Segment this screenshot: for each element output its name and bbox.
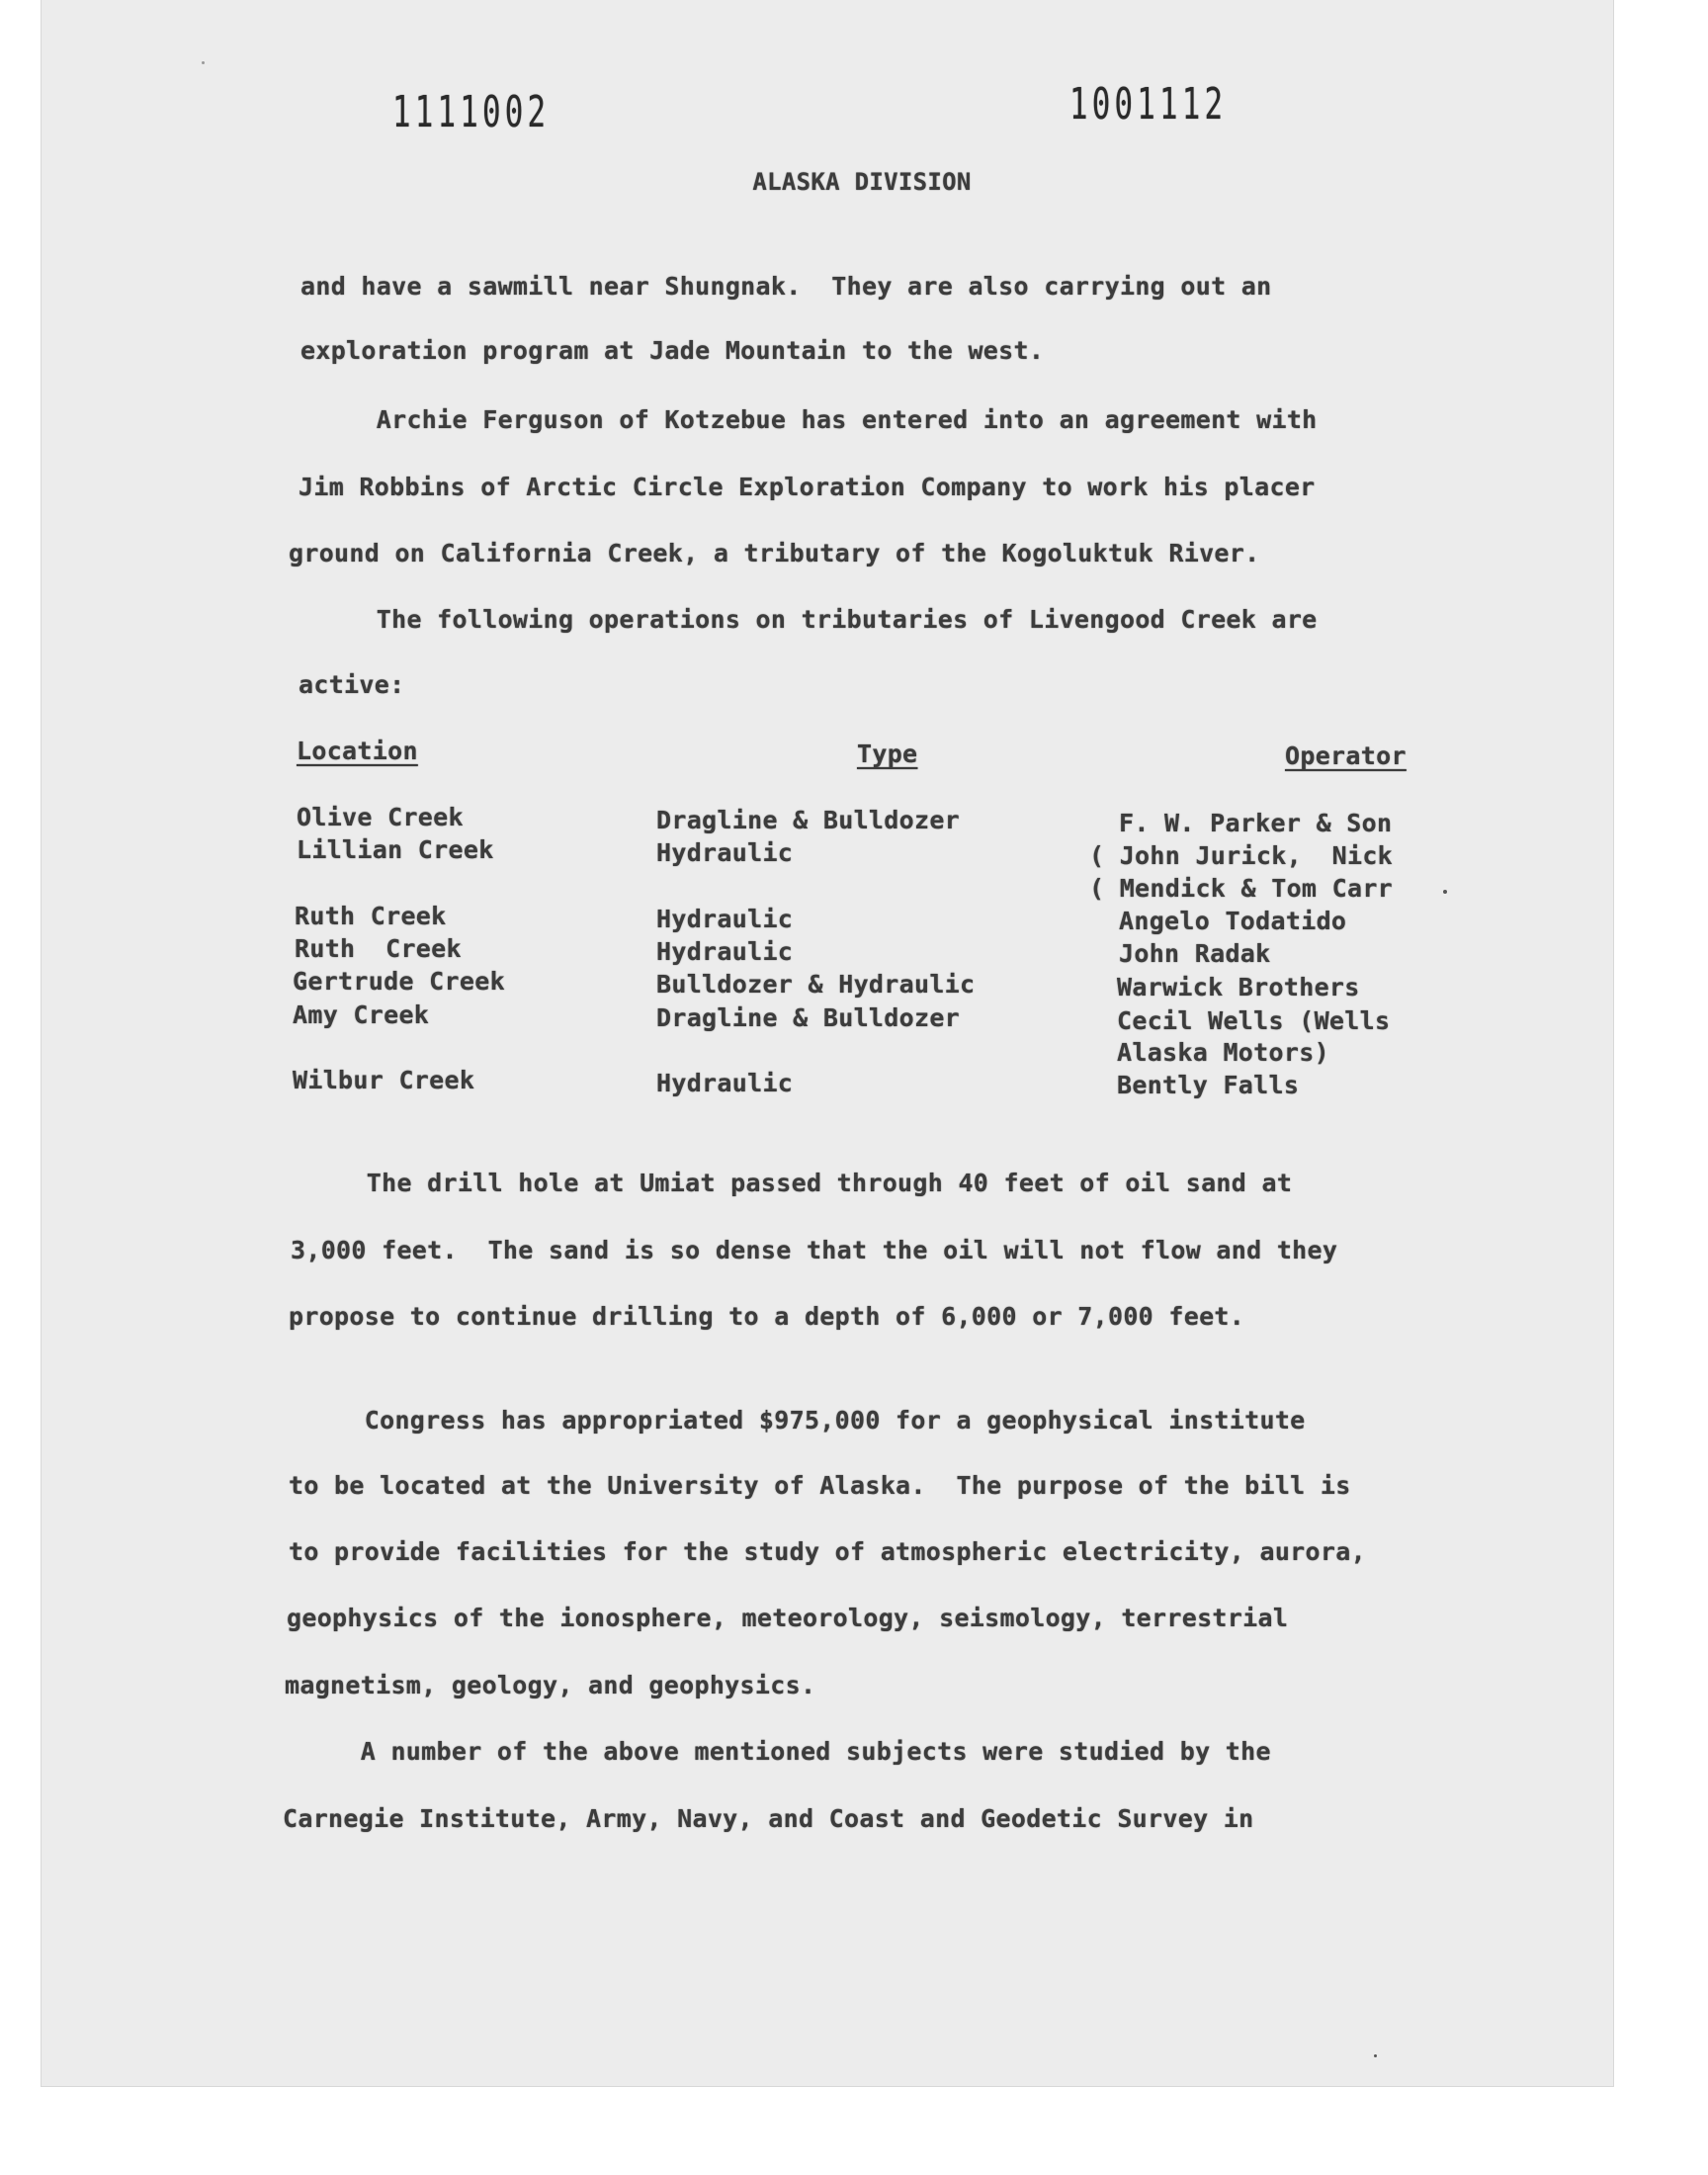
table-cell-location: Amy Creek: [293, 1000, 430, 1029]
text-line: to provide facilities for the study of atmospheric electricity, aurora,: [289, 1537, 1366, 1566]
document-number-stamp-left: 1111002: [392, 87, 551, 137]
table-cell-operator: Warwick Brothers: [1117, 973, 1360, 1001]
text-line: The drill hole at Umiat passed through 40 feet of oil sand at: [291, 1169, 1293, 1197]
table-cell-operator: Alaska Motors): [1117, 1038, 1329, 1067]
document-number-stamp-right: 1001112: [1069, 79, 1228, 130]
table-cell-operator: ( Mendick & Tom Carr: [1089, 874, 1394, 903]
text-line: propose to continue drilling to a depth of 6,000 or 7,000 feet.: [289, 1302, 1245, 1331]
table-cell-operator: Bently Falls: [1117, 1071, 1300, 1099]
table-cell-operator: ( John Jurick, Nick: [1089, 841, 1394, 870]
table-cell-location: Gertrude Creek: [293, 967, 505, 996]
text-line: ground on California Creek, a tributary of the Kogoluktuk River.: [289, 539, 1260, 567]
text-line: to be located at the University of Alaska. The purpose of the bill is: [289, 1471, 1351, 1500]
column-header-type: Type: [857, 740, 918, 768]
table-cell-type: Dragline & Bulldozer: [656, 1003, 961, 1032]
document-page: [42, 0, 1613, 2086]
text-line: active:: [299, 670, 405, 699]
table-cell-location: Olive Creek: [297, 803, 464, 831]
text-line: Archie Ferguson of Kotzebue has entered into an agreement with: [300, 405, 1318, 434]
table-cell-location: Lillian Creek: [297, 835, 494, 864]
page-heading: ALASKA DIVISION: [752, 168, 972, 196]
text-line: Carnegie Institute, Army, Navy, and Coast and Geodetic Survey in: [283, 1804, 1254, 1833]
table-cell-type: Dragline & Bulldozer: [656, 806, 961, 834]
paper-speck: [1374, 2054, 1377, 2057]
column-header-operator: Operator: [1285, 741, 1407, 770]
text-line: exploration program at Jade Mountain to the west.: [300, 336, 1045, 365]
table-cell-type: Hydraulic: [656, 905, 794, 933]
table-cell-type: Bulldozer & Hydraulic: [656, 970, 976, 999]
table-cell-location: Wilbur Creek: [293, 1066, 475, 1094]
table-cell-operator: Angelo Todatido: [1119, 907, 1347, 935]
paper-speck: [202, 61, 205, 64]
text-line: and have a sawmill near Shungnak. They are also carrying out an: [300, 272, 1272, 301]
text-line: Congress has appropriated $975,000 for a geophysical institute: [289, 1406, 1306, 1435]
table-cell-operator: Cecil Wells (Wells: [1117, 1006, 1391, 1035]
table-cell-type: Hydraulic: [656, 838, 794, 867]
table-cell-operator: F. W. Parker & Son: [1119, 809, 1393, 837]
table-cell-location: Ruth Creek: [295, 902, 447, 930]
column-header-location: Location: [297, 737, 418, 765]
text-line: The following operations on tributaries of Livengood Creek are: [300, 605, 1318, 634]
text-line: A number of the above mentioned subjects were studied by the: [285, 1737, 1271, 1766]
table-cell-location: Ruth Creek: [295, 934, 462, 963]
table-cell-operator: John Radak: [1119, 939, 1271, 968]
table-cell-type: Hydraulic: [656, 937, 794, 966]
text-line: 3,000 feet. The sand is so dense that the oil will not flow and they: [291, 1236, 1338, 1264]
text-line: Jim Robbins of Arctic Circle Exploration Company to work his placer: [299, 473, 1316, 501]
text-line: geophysics of the ionosphere, meteorology, seismology, terrestrial: [287, 1604, 1289, 1632]
text-line: magnetism, geology, and geophysics.: [285, 1671, 816, 1699]
table-cell-type: Hydraulic: [656, 1069, 794, 1097]
paper-speck: [1443, 890, 1447, 894]
